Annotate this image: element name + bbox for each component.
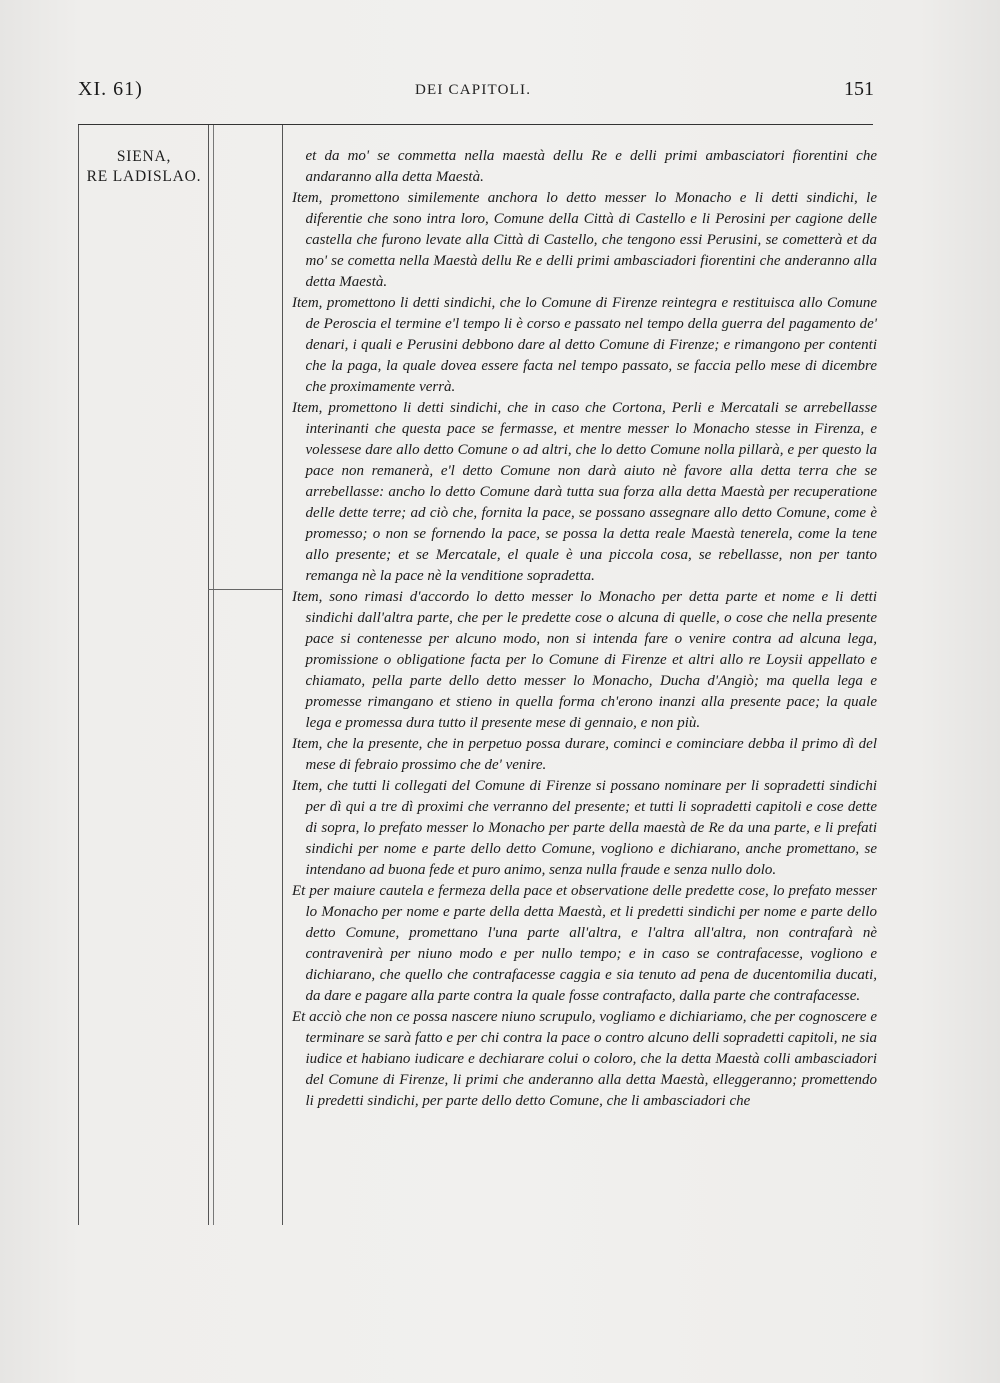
- column-rule-text: [282, 125, 283, 1225]
- paragraph-5: Item, sono rimasi d'accordo lo detto messer lo Monacho per detta parte et nome e li detti sindichi dall'altra parte, che per le predette cose o alcuna di quelle, o cose che nella presente pace si contenesse per alcuno modo, non si intenda fare o venire contra ad alcuna lega, promissione o obligatione facta per lo Comune di Firenze et altri allo re Loysii appellato e chiamato, pella parte dello detto messer lo Monacho, Ducha d'Angiò; ma quella lega e promesse rimangano et stieno in quella forma ch'erono inanzi alla presente pace; la quale lega e promessa dura tutto il presente mese di gennaio, e non più.: [292, 589, 877, 731]
- running-head-section: XI. 61): [78, 78, 143, 100]
- page-number: 151: [844, 78, 874, 100]
- paragraph-1: et da mo' se commetta nella maestà dellu Re e delli primi ambasciatori fiorentini che andaranno alla detta Maestà.: [305, 148, 877, 185]
- paragraph-7: Item, che tutti li collegati del Comune di Firenze si possano nominare per li sopradetti sindichi per dì qui a tre dì proximi che verranno del presente; et tutti li sopradetti capitoli e cose dette di sopra, lo prefato messer lo Monacho per parte della maestà de Re da una parte, e li prefati sindichi per nome e parte dello detto Comune, vogliono e dichiarano, anche promettano, se intendano ad buona fede et puro animo, senza nulla fraude e senza nullo dolo.: [292, 778, 877, 878]
- running-head-title: DEI CAPITOLI.: [415, 82, 532, 98]
- paragraph-2: Item, promettono similemente anchora lo detto messer lo Monacho e li detti sindichi, le diferentie che sono intra loro, Comune della Città di Castello e li Perosini per cagione delle castella che furono levate alla Città di Castello, che tengono essi Perusini, se cometterà et da mo' se cometta nella Maestà dellu Re e delli primi ambasciadori fiorentini che anderanno alla detta Maestà.: [292, 190, 877, 290]
- paragraph-4: Item, promettono li detti sindichi, che in caso che Cortona, Perli e Mercatali se arrebellasse interinanti che questa pace se fermasse, et mentre messer lo Monacho stesse in Firenza, e volessese dare allo detto Comune o ad altri, che lo detto Comune nolla pillarà, e per questo la pace non remanerà, e'l detto Comune non darà aiuto nè favore alla detta terra che se arrebellasse: ancho lo detto Comune darà tutta sua forza alla detta Maestà per recuperatione delle dette terre; ad ciò che, fornita la pace, se possano assegnare allo detto Comune, come è promesso; o non se fornendo la pace, se possa la detta reale Maestà tenerela, come la tene allo presente; et se Mercatale, el quale è una piccola cosa, se rebellasse, non per tanto remanga nè la pace nè la venditione sopradetta.: [292, 400, 877, 584]
- paragraph-8: Et per maiure cautela e fermeza della pace et observatione delle predette cose, lo prefato messer lo Monacho per nome e parte della detta Maestà, et li predetti sindichi per nome e parte dello detto Comune, promettano l'una parte all'altra, e l'altra all'altra, non contrafarà nè contravenirà per niuno modo e per nullo tempo; e in caso se contrafacesse, vogliono e dichiarano, che quello che contrafacesse caggia e sia tenuto ad pena de ducentomilia ducati, da dare e pagare alla parte contra la quale fosse contrafacto, dalla parte che contrafacesse.: [292, 883, 877, 1004]
- column-rule-sidebar-inner: [213, 125, 214, 1225]
- header-rule: [78, 124, 873, 125]
- paragraph-3: Item, promettono li detti sindichi, che lo Comune di Firenze reintegra e restituisca allo Comune de Peroscia el termine e'l tempo li è corso e passato nel tempo della guerra del pagamento de' denari, i quali e Perusini debbono dare al detto Comune di Firenze; e rimangono per contenti che la paga, la quale dovea essere facta nel tempo passato, se faccia pello mese di dicembre che proximamente verrà.: [292, 295, 877, 395]
- paragraph-6: Item, che la presente, che in perpetuo possa durare, cominci e cominciare debba il primo dì del mese di febraio prossimo che de' venire.: [292, 736, 877, 773]
- column-rule-left: [78, 125, 79, 1225]
- sidebar-label-ruler: RE LADISLAO.: [86, 168, 202, 185]
- column-rule-sidebar: [208, 125, 209, 1225]
- sidebar-label-place: SIENA,: [116, 148, 172, 165]
- margin-tick: [208, 589, 282, 590]
- document-body: [292, 146, 877, 1112]
- paragraph-9: Et acciò che non ce possa nascere niuno scrupulo, vogliamo e dichiariamo, che per cognoscere e terminare se sarà fatto e per chi contra la pace o contro alcuno delli sopradetti capitoli, ne sia iudice et habiano iudicare e dechiarare colui o coloro, che la detta Maestà colli ambasciadori del Comune di Firenze, li primi che anderanno alla detta Maestà, elleggeranno; promettendo li predetti sindichi, per parte dello detto Comune, che li ambasciadori che: [292, 1009, 877, 1109]
